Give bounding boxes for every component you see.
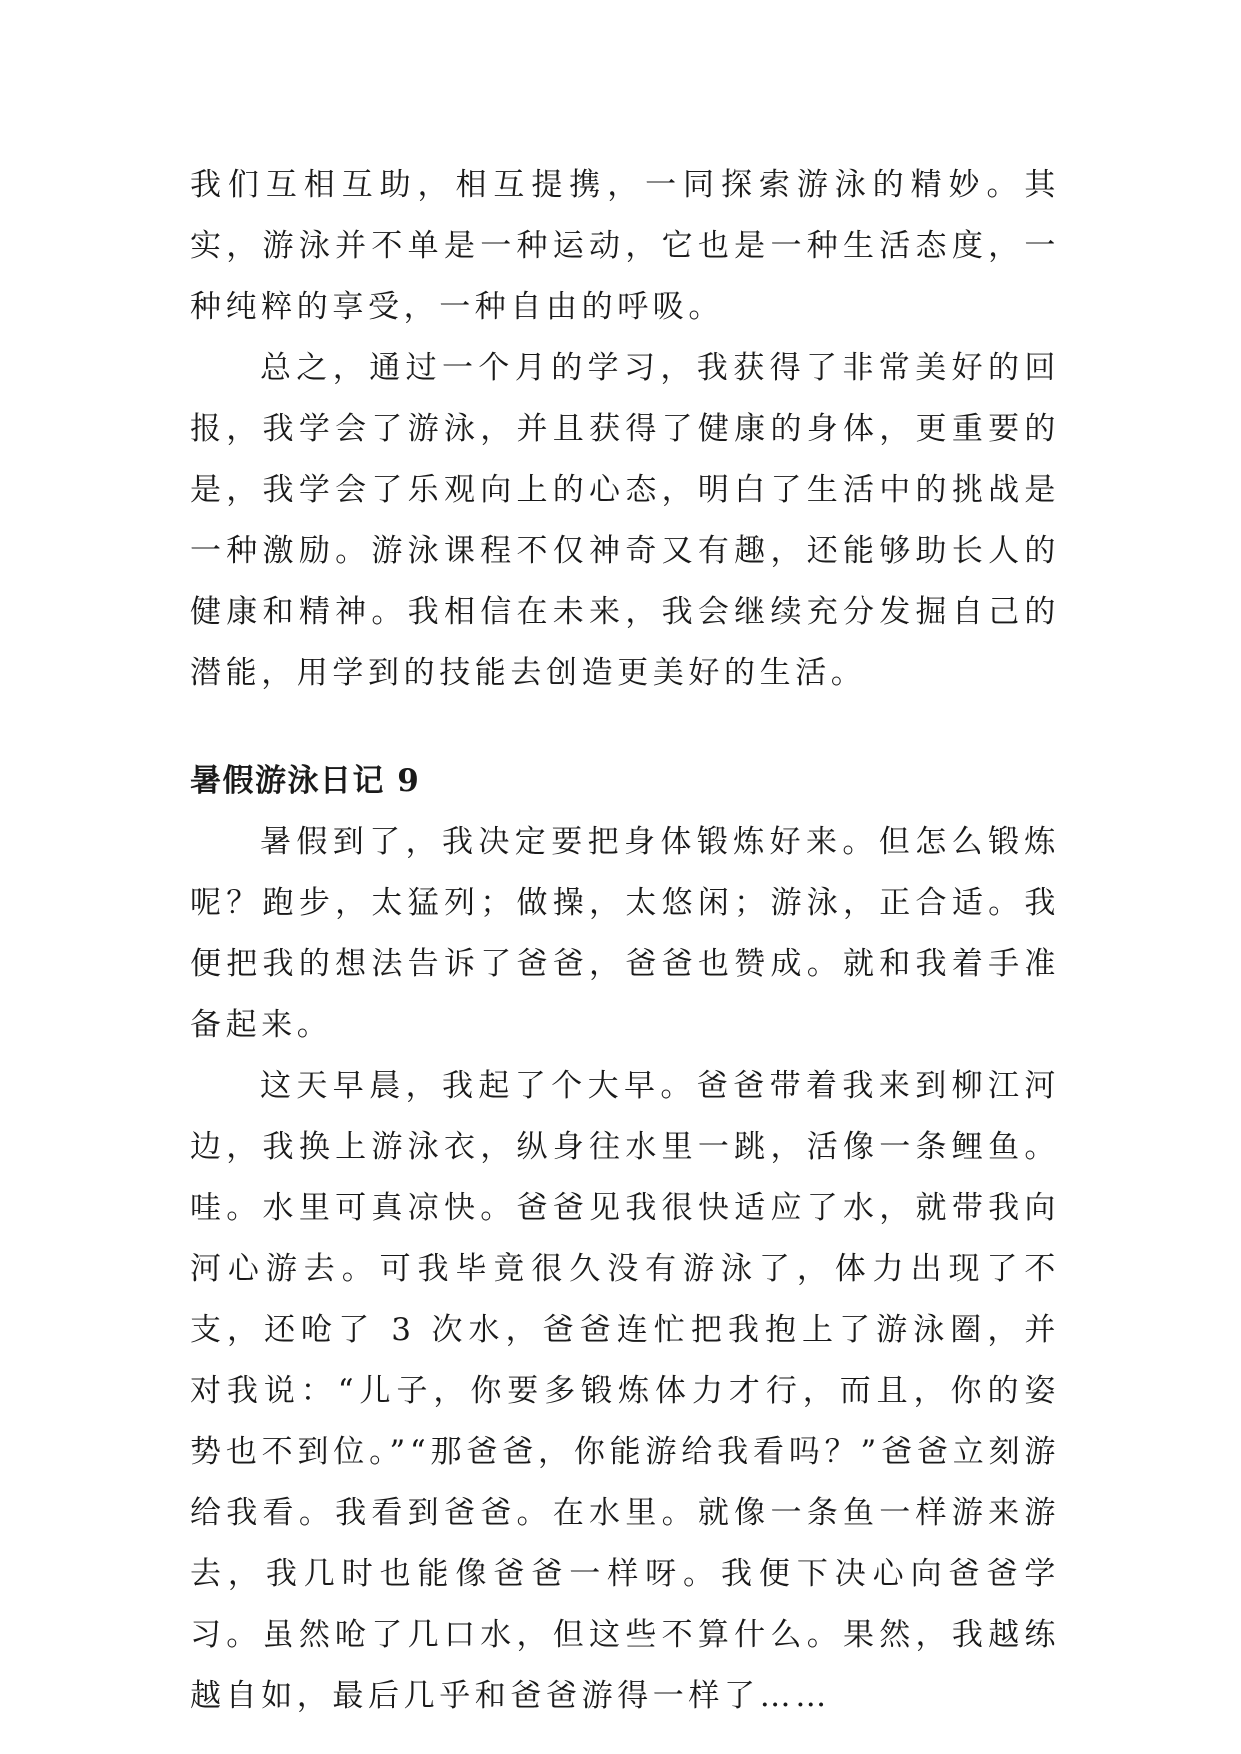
paragraph-river-swim: 这天早晨，我起了个大早。爸爸带着我来到柳江河边，我换上游泳衣，纵身往水里一跳，活像一条鲤鱼。哇。水里可真凉快。爸爸见我很快适应了水，就带我向河心游去。可我毕竟很久没有游泳了，体力出现了不支，还呛了 3 次水，爸爸连忙把我抱上了游泳圈，并对我说：“儿子，你要多锻炼体力才行，而且，你的姿势也不到位。”“那爸爸，你能游给我看吗？”爸爸立刻游给我看。我看到爸爸。在水里。就像一条鱼一样游来游去，我几时也能像爸爸一样呀。我便下决心向爸爸学习。虽然呛了几口水，但这些不算什么。果然，我越练越自如，最后几乎和爸爸游得一样了…… <box>190 1068 1060 1714</box>
paragraph-summary: 总之，通过一个月的学习，我获得了非常美好的回报，我学会了游泳，并且获得了健康的身体，更重要的是，我学会了乐观向上的心态，明白了生活中的挑战是一种激励。游泳课程不仅神奇又有趣，还能够助长人的健康和精神。我相信在未来，我会继续充分发掘自己的潜能，用学到的技能去创造更美好的生活。 <box>190 350 1060 691</box>
section-heading: 暑假游泳日记 9 <box>190 763 421 799</box>
paragraph-summer-plan: 暑假到了，我决定要把身体锻炼好来。但怎么锻炼呢？跑步，太猛列；做操，太悠闲；游泳，正合适。我便把我的想法告诉了爸爸，爸爸也赞成。就和我着手准备起来。 <box>190 824 1060 1043</box>
paragraph-swimming-attitude: 我们互相互助，相互提携，一同探索游泳的精妙。其实，游泳并不单是一种运动，它也是一种生活态度，一种纯粹的享受，一种自由的呼吸。 <box>190 167 1060 325</box>
document-page <box>190 155 1060 1727</box>
